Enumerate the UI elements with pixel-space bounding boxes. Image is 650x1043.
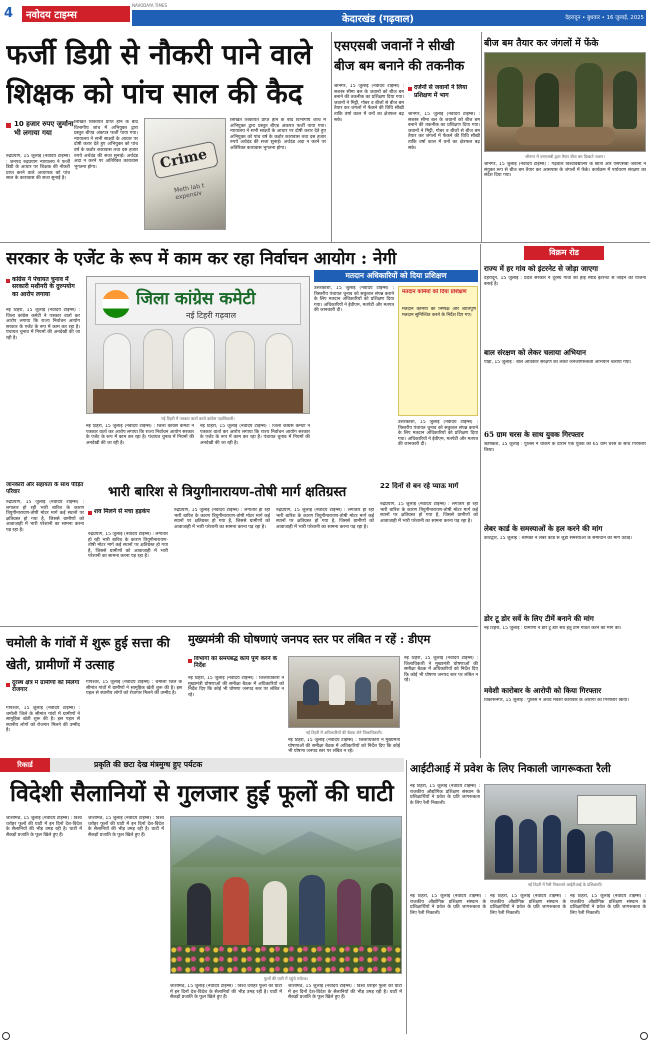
story-body: रुद्रप्रयाग, 15 जुलाई (नवोदय टाइम्स) : लगातार हो रही भारी बारिश के कारण त्रियुगीनारायण-तोषी मोटर मार्ग कई स्थानों पर क्षतिग्रस्त हो गया है, जिससे ग्रामीणों को आवाजाही में भारी परेशानी का सामना करना पड़ रहा है। [380,502,478,524]
story-body: रुद्रप्रयाग, 15 जुलाई (नवोदय टाइम्स) : जनपद रुद्रप्रयाग न्यायालय ने फर्जी डिग्री के आधार पर शिक्षक की नौकरी प्राप्त करने वाले अध्यापक को पांच साल के कारावास की सजा सुनाई है। [6,154,70,182]
person-shape [377,679,391,705]
story-body-col-2: रुद्रप्रयाग, 15 जुलाई (नवोदय टाइम्स) : लगातार हो रही भारी बारिश के कारण त्रियुगीनारायण-तोषी मोटर मार्ग कई स्थानों पर क्षतिग्रस्त हो गया है, जिससे ग्रामीणों को आवाजाही में भारी परेशानी का सामना करना पड़ रहा है। [88,532,168,560]
person-shape [299,875,325,947]
crime-photo-text: Meth lab t expensiv [173,182,205,202]
sidebar-tag [524,246,604,260]
story-body-col-3: नई टिहरी, 15 जुलाई (नवोदय टाइम्स) : जिलाधिकारी ने मुख्यमंत्री घोषणाओं की समीक्षा बैठक में अधिकारियों को निर्देश दिए कि कोई भी घोषणा जनपद स्तर पर लंबित न रहे। [404,656,478,684]
story-body-col-2: उत्तरकाशी, 15 जुलाई (नवोदय टाइम्स) : त्रिस्तरीय पंचायत चुनाव को सकुशल संपन्न कराने के लिए मतदान अधिकारियों को प्रशिक्षण दिया गया। अधिकारियों ने ईवीएम, मतपेटी और मतपत्र की जानकारी दी। [398,420,478,448]
sidebar-item-body: नई टिहरी, 15 जुलाई : ग्रामीणों ने डोर टू डोर सर्वे हेतु टीमें गठित करने की मांग की। [484,626,622,631]
story-body-col-2: नई टिहरी, 15 जुलाई (नवोदय टाइम्स) : जिला कांग्रेस कमेटी ने पत्रकार वार्ता कर आरोप लगाया कि राज्य निर्वाचन आयोग सरकार के एजेंट के रूप में काम कर रहा है। पंचायत चुनाव में नियमों की अनदेखी की जा रही है। [86,424,194,446]
info-box-body: मतदान कर्मियों को निष्पक्ष और शांतिपूर्ण मतदान सुनिश्चित करने के निर्देश दिए गए। [402,307,476,318]
headline: आईटीआई में प्रवेश के लिए निकाली जागरूकता रैली [410,763,611,775]
photo-caption: नई टिहरी में अधिकारियों की बैठक लेते जिलाधिकारी। [305,730,383,735]
kicker [88,508,168,530]
bullet-icon [6,683,10,687]
story-body: श्रीनगर, 15 जुलाई (नवोदय टाइम्स) : सशस्त्र सीमा बल के जवानों को बीज बम बनाने की तकनीक का प्रशिक्षण दिया गया। जवानों ने मिट्टी, गोबर व बीजों से बीज बम तैयार कर जंगलों में फेंकने की विधि सीखी ताकि वर्षा काल में वनों का क्षेत्रफल बढ़ सके। [334,84,404,123]
crime-word: Crime [158,146,209,173]
congress-flag-icon [102,290,130,318]
sidebar-item-body: विकासनगर, 15 जुलाई : पुलिस ने अवैध मवेशी कारोबार के आरोपी को गिरफ्तार किया। [484,698,629,703]
sidebar-item-head: बाल संरक्षण को लेकर चलाया अभियान [484,348,586,357]
bullet-icon [188,659,192,663]
sidebar-item [484,524,646,612]
subhead-text: दर्जनों से जवानों ने लिया प्रशिक्षण में भाग [414,84,468,99]
sidebar-item-head: राज्य में हर गांव को इंटरनेट से जोड़ा जाएगा [484,264,598,273]
record-strip [0,758,404,772]
mountain-shape [171,827,402,867]
kicker-text: विभागों को समयबद्ध कार्य पूर्ण करने के निर्देश [194,656,278,670]
story-poll-training [314,270,478,478]
registration-mark-icon [640,1032,648,1040]
seed-ball-tray [515,127,615,145]
kicker [6,680,80,704]
story-body: नई टिहरी, 15 जुलाई (नवोदय टाइम्स) : राजकीय औद्योगिक प्रशिक्षण संस्थान के प्रशिक्षार्थियों ने प्रवेश के प्रति जागरूकता के लिए रैली निकाली। [410,784,480,806]
headline: एसएसबी जवानों ने सीखी [334,39,455,54]
story-body-col-3: नई टिहरी, 15 जुलाई (नवोदय टाइम्स) : राजकीय औद्योगिक प्रशिक्षण संस्थान के प्रशिक्षार्थियों ने प्रवेश के प्रति जागरूकता के लिए रैली निकाली। [490,894,566,916]
person-shape [495,815,513,873]
side-kicker-text: 10 हजार रुपए जुर्माना भी लगाया गया [14,120,74,137]
side-story [0,480,84,626]
story-fake-degree [0,30,330,240]
headline: विदेशी सैलानियों से गुलजार हुई फूलों की घाटी [10,780,394,807]
story-body: श्रीनगर, 15 जुलाई (नवोदय टाइम्स) : गढ़वाल विश्वविद्यालय के छात्रों और एसएसबी जवानों ने संयुक्त रूप से बीज बम तैयार कर आसपास के जंगलों में फेंके। कार्यक्रम में पर्यावरण संरक्षण का संदेश दिया गया। [484,162,646,179]
sidebar-item-head: लेबर कार्ड के समस्याओं के हल करने की मांग [484,524,603,533]
sidebar-item-head: 65 ग्राम चरस के साथ युवक गिरफ्तार [484,430,584,439]
sidebar-item-body: कोटद्वार, 15 जुलाई : श्रमिकों ने लेबर कार्ड से जुड़ी समस्याओं के समाधान की मांग उठाई। [484,536,632,541]
person-shape [337,879,361,947]
headline: सरकार के एजेंट के रूप में काम कर रहा निर्वाचन आयोग : नेगी [6,249,397,269]
headline-band [314,270,478,282]
story-body-col-3: नई टिहरी, 15 जुलाई (नवोदय टाइम्स) : जिला कांग्रेस कमेटी ने पत्रकार वार्ता कर आरोप लगाया कि राज्य निर्वाचन आयोग सरकार के एजेंट के रूप में काम कर रहा है। पंचायत चुनाव में नियमों की अनदेखी की जा रही है। [200,424,310,446]
divider [0,242,650,243]
dateline: देहरादून • बुधवार • 16 जुलाई, 2025 [565,15,644,21]
section-name: केदारखंड (गढ़वाल) [341,14,414,25]
crime-tag [151,141,219,180]
person-shape [595,831,613,873]
bullet-icon [6,279,10,283]
kicker-text: शव मिलने से मचा हड़कंप [94,508,150,515]
photo-caption: नई टिहरी में पत्रकार वार्ता करते कांग्रेस पदाधिकारी। [161,416,235,421]
sub-story [380,482,478,626]
subhead [408,84,480,108]
story-body: गोपेश्वर, 15 जुलाई (नवोदय टाइम्स) : चमोली जिले के सीमांत गांवों में ग्रामीणों ने सामूहिक खेती शुरू की है। इस पहल से स्थानीय लोगों को रोजगार मिलने की उम्मीद है। [6,706,80,734]
headline-line-2: बीज बम बनाने की तकनीक [334,59,465,74]
sub-story-title: 22 दिनों से बन रहे प्याऊ मार्ग [380,482,459,490]
bullet-icon [6,123,11,128]
brand-box [22,6,130,22]
person-shape [187,883,211,947]
story-election-commission [0,244,478,480]
story-iti-rally [410,760,646,1034]
masthead-band [132,10,646,26]
story-body-col-2: गोपेश्वर, 15 जुलाई (नवोदय टाइम्स) : चमोली जिले के सीमांत गांवों में ग्रामीणों ने सामूहिक खेती शुरू की है। इस पहल से स्थानीय लोगों को रोजगार मिलने की उम्मीद है। [86,680,182,697]
bullet-icon [408,87,412,91]
side-story-title: जानकारी और सहायता के साथ पीड़ित परिवार [6,482,84,495]
masthead [0,0,650,30]
record-tag-text: रिकार्ड [17,760,33,769]
sidebar-item [484,348,646,428]
sidebar [484,244,646,758]
registration-mark-icon [2,1032,10,1040]
sidebar-item [484,614,646,684]
kicker-text: कांग्रेस ने पंचायत चुनाव में सरकारी मशीनरी के दुरुपयोग का आरोप लगाया [12,276,75,298]
divider [480,244,481,758]
sidebar-item [484,686,646,756]
story-body-col-2: नई टिहरी, 15 जुलाई (नवोदय टाइम्स) : जिलाधिकारी ने मुख्यमंत्री घोषणाओं की समीक्षा बैठक में अधिकारियों को निर्देश दिए कि कोई भी घोषणा जनपद स्तर पर लंबित न रहे। [288,738,400,755]
flower-field [171,945,402,974]
sidebar-tag-text: विक्रम रोड [549,247,579,257]
sidebar-item-head: डोर टू डोर सर्वे के लिए टीमें बनाने की मांग [484,614,594,623]
person-shape [613,71,637,129]
story-body-col-2: लिखित शिकायत प्राप्त होने के बाद विभागीय जांच में अभियुक्त द्वारा प्रस्तुत बीएड अंकपत्र फर्जी पाया गया। न्यायालय ने सभी साक्ष्यों के आधार पर दोषी करार देते हुए अभियुक्त को पांच वर्ष के कठोर कारावास तथा दस हजार रुपये अर्थदंड की सजा सुनाई। अर्थदंड अदा न करने पर अतिरिक्त कारावास भुगतना होगा। [74,120,138,170]
story-valley-of-flowers [0,772,404,1034]
brand-logo: नवोदय टाइम्स [26,10,77,21]
seed-bomb-photo [484,52,646,152]
story-body: उत्तरकाशी, 15 जुलाई (नवोदय टाइम्स) : त्रिस्तरीय पंचायत चुनाव को सकुशल संपन्न कराने के लिए मतदान अधिकारियों को प्रशिक्षण दिया गया। अधिकारियों ने ईवीएम, मतपेटी और मतपत्र की जानकारी दी। [314,286,394,314]
kicker [188,656,284,674]
headline: मुख्यमंत्री की घोषणाएं जनपद स्तर पर लंबित न रहें : डीएम [188,632,431,646]
story-body-col-4: जोशीमठ, 15 जुलाई (नवोदय टाइम्स) : विश्व धरोहर फूलों की घाटी में इन दिनों देश-विदेश के सैलानियों की भीड़ उमड़ रही है। घाटी में सैकड़ों प्रजाति के फूल खिले हुए हैं। [288,984,402,1001]
story-ssb [334,30,480,242]
info-box [398,286,478,416]
story-body: नई टिहरी, 15 जुलाई (नवोदय टाइम्स) : जिला कांग्रेस कमेटी ने पत्रकार वार्ता कर आरोप लगाया कि राज्य निर्वाचन आयोग सरकार के एजेंट के रूप में काम कर रहा है। पंचायत चुनाव में नियमों की अनदेखी की जा रही है। [6,308,80,341]
record-tag [0,758,50,772]
side-kicker [6,120,76,150]
dm-meeting-photo [288,656,400,728]
headline: चमोली के गांवों में शुरू हुई सत्ता की खेती, ग्रामीणों में उत्साह [6,635,170,672]
story-body-col-3: लिखित शिकायत प्राप्त होने के बाद विभागीय जांच में अभियुक्त द्वारा प्रस्तुत बीएड अंकपत्र फर्जी पाया गया। न्यायालय ने सभी साक्ष्यों के आधार पर दोषी करार देते हुए अभियुक्त को पांच वर्ष के कठोर कारावास तथा दस हजार रुपये अर्थदंड की सजा सुनाई। अर्थदंड अदा न करने पर अतिरिक्त कारावास भुगतना होगा। [230,118,326,151]
person-shape [575,63,603,129]
person-shape [535,73,559,129]
story-body-col-2: श्रीनगर, 15 जुलाई (नवोदय टाइम्स) : सशस्त्र सीमा बल के जवानों को बीज बम बनाने की तकनीक का प्रशिक्षण दिया गया। जवानों ने मिट्टी, गोबर व बीजों से बीज बम तैयार कर जंगलों में फेंकने की विधि सीखी ताकि वर्षा काल में वनों का क्षेत्रफल बढ़ सके। [408,112,480,151]
sidebar-item-body: ऋषिकेश, 15 जुलाई : पुलिस ने चेकिंग के दौरान एक युवक को 65 ग्राम चरस के साथ गिरफ्तार किया। [484,442,646,453]
headline: भारी बारिश से त्रियुगीनारायण-तोषी मार्ग क्षतिग्रस्त [108,484,347,500]
banner-title: जिला कांग्रेस कमेटी [136,289,256,309]
photo-caption: फूलों की घाटी में पहुंचे पर्यटक। [263,976,309,981]
story-rain-road [0,480,478,626]
person-shape [543,815,561,873]
rally-banner [577,795,637,825]
kicker [6,276,80,306]
headline: फर्जी डिग्री से नौकरी पाने वाले [6,38,313,71]
person-shape [567,829,585,873]
headline-line-2: शिक्षक को पांच साल की कैद [6,77,303,110]
story-body: जोशीमठ, 15 जुलाई (नवोदय टाइम्स) : विश्व धरोहर फूलों की घाटी में इन दिनों देश-विदेश के सैलानियों की भीड़ उमड़ रही है। घाटी में सैकड़ों प्रजाति के फूल खिले हुए हैं। [6,816,82,838]
sidebar-item [484,264,646,346]
person-shape [263,881,287,947]
person-shape [303,679,319,705]
person-shape [355,677,371,705]
divider [406,760,407,1034]
sidebar-item-head: मवेशी कारोबार के आरोपी को किया गिरफ्तार [484,686,602,695]
person-shape [519,819,537,873]
story-body-col-2: जोशीमठ, 15 जुलाई (नवोदय टाइम्स) : विश्व धरोहर फूलों की घाटी में इन दिनों देश-विदेश के सैलानियों की भीड़ उमड़ रही है। घाटी में सैकड़ों प्रजाति के फूल खिले हुए हैं। [88,816,164,838]
person-shape [371,883,393,947]
sidebar-item [484,430,646,522]
banner [95,283,301,325]
sidebar-item-body: देहरादून, 15 जुलाई : प्रदेश सरकार ने दूरस्थ गांवों को हाई स्पीड इंटरनेट से जोड़ने की योजना बनाई है। [484,276,646,287]
info-box-title: मतदान कर्मियों को दिया प्रशिक्षण [402,289,467,295]
sidebar-item-body: पौड़ी, 15 जुलाई : बाल अधिकार संरक्षण को लेकर जनजागरूकता अभियान चलाया गया। [484,360,632,365]
table [93,389,303,413]
headline: मतदान अधिकारियों को दिया प्रशिक्षण [345,271,447,280]
story-body: नई टिहरी, 15 जुलाई (नवोदय टाइम्स) : जिलाधिकारी ने मुख्यमंत्री घोषणाओं की समीक्षा बैठक में अधिकारियों को निर्देश दिए कि कोई भी घोषणा जनपद स्तर पर लंबित न रहे। [188,676,284,698]
story-body-col-3: रुद्रप्रयाग, 15 जुलाई (नवोदय टाइम्स) : लगातार हो रही भारी बारिश के कारण त्रियुगीनारायण-तोषी मोटर मार्ग कई स्थानों पर क्षतिग्रस्त हो गया है, जिससे ग्रामीणों को आवाजाही में भारी परेशानी का सामना करना पड़ रहा है। [174,508,270,530]
person-shape [497,67,523,127]
page-number: 4 [4,6,14,21]
divider [331,32,332,242]
congress-meeting-photo [86,276,310,414]
valley-photo [170,816,402,974]
story-cm-announcements [188,628,478,758]
iti-rally-photo [484,784,646,880]
divider [0,626,478,627]
story-body-col-4: रुद्रप्रयाग, 15 जुलाई (नवोदय टाइम्स) : लगातार हो रही भारी बारिश के कारण त्रियुगीनारायण-तोषी मोटर मार्ग कई स्थानों पर क्षतिग्रस्त हो गया है, जिससे ग्रामीणों को आवाजाही में भारी परेशानी का सामना करना पड़ रहा है। [276,508,374,530]
story-body-col-3: जोशीमठ, 15 जुलाई (नवोदय टाइम्स) : विश्व धरोहर फूलों की घाटी में इन दिनों देश-विदेश के सैलानियों की भीड़ उमड़ रही है। घाटी में सैकड़ों प्रजाति के फूल खिले हुए हैं। [170,984,282,1001]
kicker-text: दूरस्थ क्षेत्र में ग्रामीणों को मिलेगा रोजगार [12,680,80,694]
story-body: रुद्रप्रयाग, 15 जुलाई (नवोदय टाइम्स) : लगातार हो रही भारी बारिश के कारण त्रियुगीनारायण-तोषी मोटर मार्ग कई स्थानों पर क्षतिग्रस्त हो गया है, जिससे ग्रामीणों को आवाजाही में भारी परेशानी का सामना करना पड़ रहा है। [6,500,84,533]
person-shape [223,877,249,947]
brand-subtitle: NAVODAYA TIMES [132,3,168,8]
story-chamoli-farming [0,628,478,758]
story-body-col-4: नई टिहरी, 15 जुलाई (नवोदय टाइम्स) : राजकीय औद्योगिक प्रशिक्षण संस्थान के प्रशिक्षार्थियों ने प्रवेश के प्रति जागरूकता के लिए रैली निकाली। [570,894,646,916]
story-seed-bombs [484,30,646,242]
divider [481,32,482,242]
crime-photo [144,118,226,230]
bullet-icon [88,511,92,515]
strip-text: प्रकृति की छटा देख मंत्रमुग्ध हुए पर्यटक [94,760,203,769]
person-shape [329,675,345,705]
photo-caption: नई टिहरी में रैली निकालते आईटीआई के प्रशिक्षार्थी। [527,882,603,887]
headline: बीज बम तैयार कर जंगलों में फेंके [484,38,599,49]
photo-caption: श्रीनगर में एसएसबी द्वारा तैयार बीज बम दिखाते जवान। [525,154,605,159]
banner-subtitle: नई टिहरी गढ़वाल [186,311,237,320]
story-body-col-2: नई टिहरी, 15 जुलाई (नवोदय टाइम्स) : राजकीय औद्योगिक प्रशिक्षण संस्थान के प्रशिक्षार्थियों ने प्रवेश के प्रति जागरूकता के लिए रैली निकाली। [410,894,486,916]
